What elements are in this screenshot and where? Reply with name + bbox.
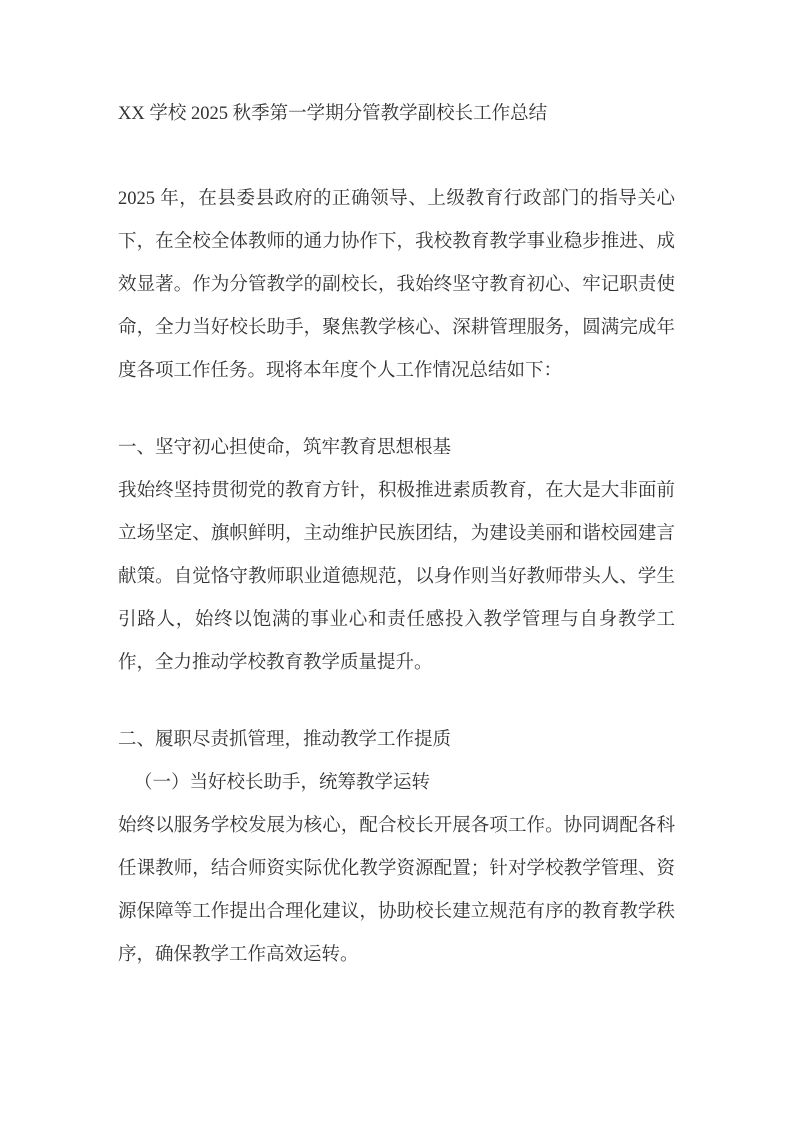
section-1-body: 我始终坚持贯彻党的教育方针，积极推进素质教育，在大是大非面前立场坚定、旗帜鲜明，主动维护民族团结，为建设美丽和谐校园建言献策。自觉恪守教师职业道德规范，以身作则当好教师带头人、学生引路人，始终以饱满的事业心和责任感投入教学管理与自身教学工作，全力推动学校教育教学质量提升。 (118, 481, 675, 673)
document-title: XX 学校 2025 秋季第一学期分管教学副校长工作总结 (118, 104, 548, 124)
intro-paragraph: 2025 年，在县委县政府的正确领导、上级教育行政部门的指导关心下，在全校全体教师的通力协作下，我校教育教学事业稳步推进、成效显著。作为分管教学的副校长，我始终坚守教育初心、牢记职责使命，全力当好校长助手，聚焦教学核心、深耕管理服务，圆满完成年度各项工作任务。现将本年度个人工作情况总结如下： (118, 189, 675, 381)
subsection-1-body: 始终以服务学校发展为核心，配合校长开展各项工作。协同调配各科任课教师，结合师资实际优化教学资源配置；针对学校教学管理、资源保障等工作提出合理化建议，协助校长建立规范有序的教育教学秩序，确保教学工作高效运转。 (118, 816, 675, 965)
document-content (118, 93, 675, 977)
section-1-heading: 一、坚守初心担使命，筑牢教育思想根基 (118, 438, 452, 458)
subsection-1-heading: （一）当好校长助手，统筹教学运转 (134, 773, 431, 793)
section-2-heading: 二、履职尽责抓管理，推动教学工作提质 (118, 730, 452, 750)
